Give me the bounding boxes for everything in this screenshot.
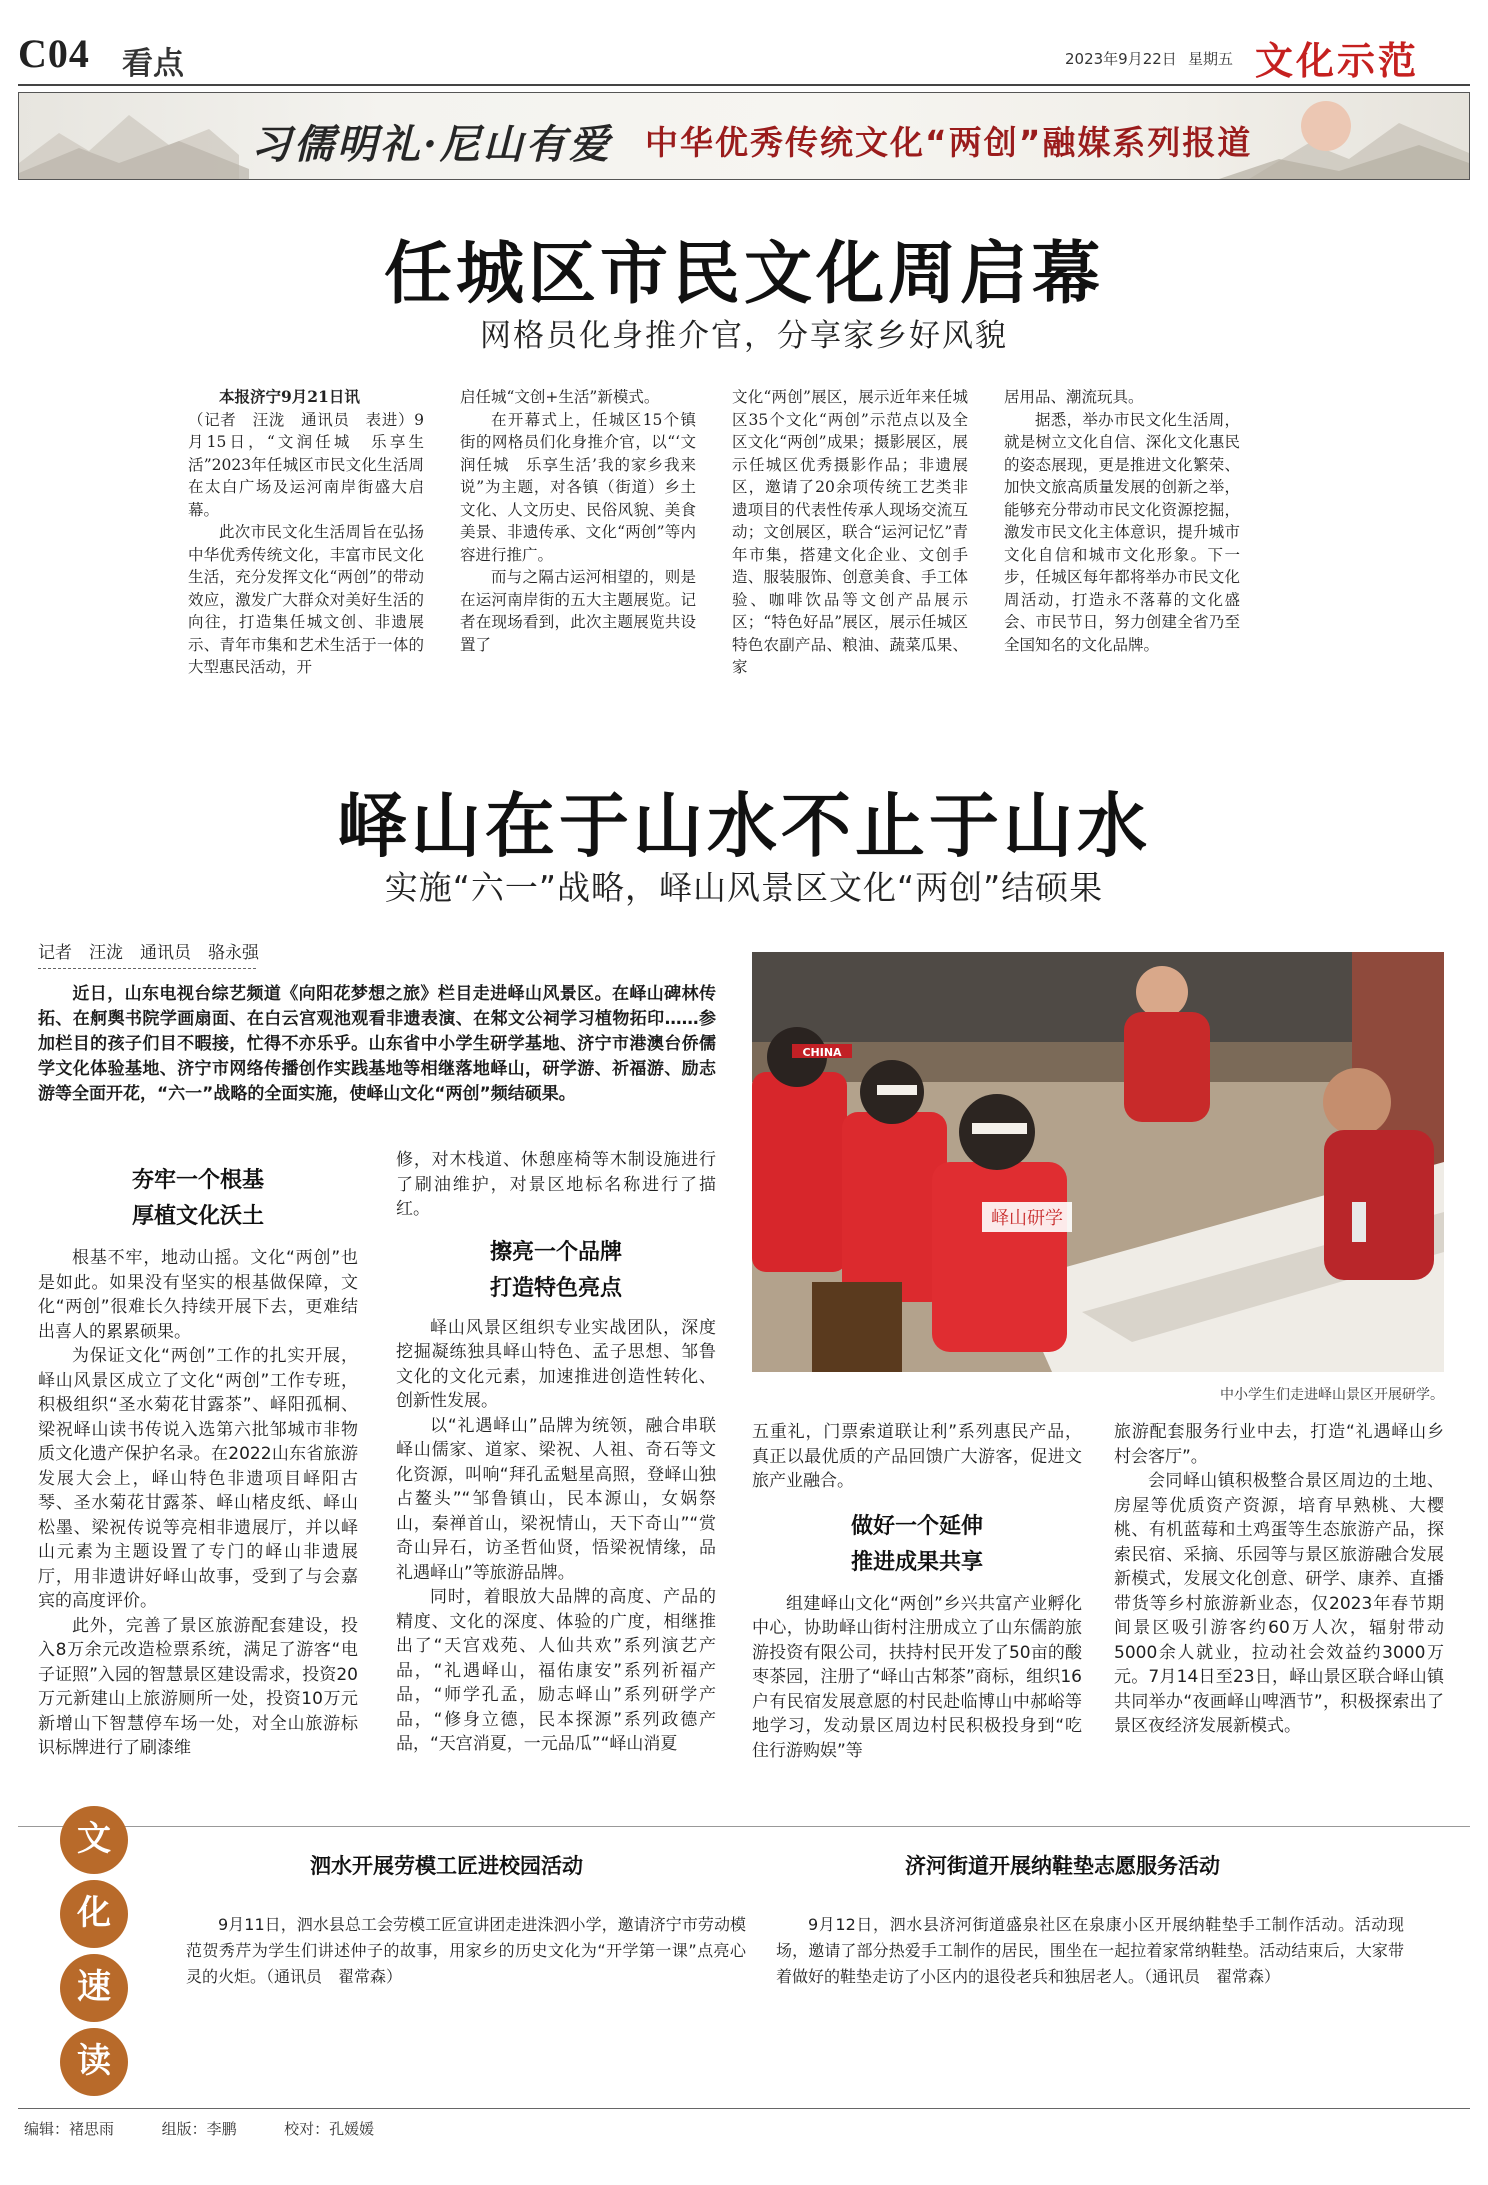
issue-date: 2023年9月22日	[1065, 50, 1177, 68]
article1-paragraph: 在开幕式上，任城区15个镇街的网格员们化身推介官，以“‘文润任城 乐享生活’我的家乡我来说”为主题，对各镇（街道）乡土文化、人文历史、民俗风貌、美食美景、非遗传承、文化“两创”等内容进行推广。	[460, 410, 696, 564]
byline-divider	[38, 968, 256, 969]
footer-credits	[24, 2118, 374, 2139]
article2-paragraph: 修，对木栈道、休憩座椅等木制设施进行了刷油维护，对景区地标名称进行了描红。	[396, 1150, 716, 1219]
article1-paragraph: （记者 汪泷 通讯员 表进）9月15日，“文润任城 乐享生活”2023年任城区市民文化生活周在太白广场及运河南岸街盛大启幕。	[188, 410, 424, 519]
article2-photo	[752, 952, 1444, 1372]
section-heading-1	[38, 1162, 358, 1234]
headband-text: CHINA	[802, 1046, 842, 1059]
briefs-divider	[18, 1826, 1470, 1827]
article2-paragraph: 为保证文化“两创”工作的扎实开展，峄山风景区成立了文化“两创”工作专班，积极组织“圣水菊花甘露茶”、峄阳孤桐、梁祝峄山读书传说入选第六批邹城市非物质文化遗产保护名录。在2022山东省旅游发展大会上，峄山特色非遗项目峄阳古琴、圣水菊花甘露茶、峄山楮皮纸、峄山松墨、梁祝传说等亮相非遗展厅，并以峄山元素为主题设置了专门的峄山非遗展厅，用非遗讲好峄山故事，受到了与会嘉宾的高度评价。	[38, 1346, 358, 1611]
section-heading-line: 厚植文化沃土	[131, 1203, 264, 1229]
article2-paragraph: 根基不牢，地动山摇。文化“两创”也是如此。如果没有坚实的根基做保障，文化“两创”很难长久持续开展下去，更难结出喜人的累累硕果。	[38, 1248, 358, 1342]
sun-icon	[1301, 101, 1351, 151]
article2-column-4	[1114, 1420, 1444, 1739]
masthead: 文化示范	[1255, 39, 1420, 83]
brief-1-paragraph: 9月11日，泗水县总工会劳模工匠宣讲团走进洙泗小学，邀请济宁市劳动模范贺秀芹为学生们讲述仲子的故事，用家乡的历史文化为“开学第一课”点亮心灵的火炬。（通讯员 翟常森）	[186, 1915, 746, 1986]
article2-paragraph: 五重礼，门票索道联让利”系列惠民产品，真正以最优质的产品回馈广大游客，促进文旅产业融合。	[752, 1422, 1082, 1491]
section-heading-line: 推进成果共享	[850, 1548, 983, 1575]
article1-paragraph: 此次市民文化生活周旨在弘扬中华优秀传统文化，丰富市民文化生活，充分发挥文化“两创”的带动效应，激发广大群众对美好生活的向往，打造集任城文创、非遗展示、青年市集和艺术生活于一体的大型惠民活动，开	[188, 523, 424, 676]
article2-lead-text: 近日，山东电视台综艺频道《向阳花梦想之旅》栏目走进峄山风景区。在峄山碑林传拓、在舸舆书院学画扇面、在白云宫观池观看非遗表演、在邾文公祠学习植物拓印……参加栏目的孩子们目不暇接，忙得不亦乐乎。山东省中小学生研学基地、济宁市港澳台侨儒学文化体验基地、济宁市网络传播创作实践基地等相继落地峄山，研学游、祈福游、励志游等全面开花，“六一”战略的全面实施，使峄山文化“两创”频结硕果。	[38, 984, 716, 1104]
photo-caption: 中小学生们走进峄山景区开展研学。	[1220, 1387, 1444, 1403]
section-heading-3	[752, 1508, 1082, 1580]
article1-title: 任城区市民文化周启幕	[383, 234, 1104, 314]
banner-calligraphy: 习儒明礼·尼山有爱	[251, 121, 612, 168]
brief-1-text	[186, 1912, 746, 1990]
article2-title: 峄山在于山水不止于山水	[337, 784, 1151, 867]
article2-lead	[38, 982, 716, 1107]
briefs-badge-char: 读	[60, 2028, 128, 2096]
footer-proofreader: 校对：孔媛媛	[284, 2120, 375, 2138]
page-code: C04	[18, 31, 90, 76]
article1-dateline: 本报济宁9月21日讯	[219, 387, 360, 406]
article2-paragraph: 峄山风景区组织专业实战团队，深度挖掘凝练独具峄山特色、孟子思想、邹鲁文化的文化元素，加速推进创造性转化、创新性发展。	[396, 1317, 716, 1411]
article2-paragraph: 组建峄山文化“两创”乡兴共富产业孵化中心，协助峄山街村注册成立了山东儒韵旅游投资有限公司，扶持村民开发了50亩的酸枣茶园，注册了“峄山古邾茶”商标，组织16户有民宿发展意愿的村民赴临博山中郝峪等地学习，发动景区周边村民积极投身到“吃住行游购娱”等	[752, 1593, 1082, 1761]
article2-subtitle: 实施“六一”战略，峄山风景区文化“两创”结硕果	[384, 868, 1104, 907]
shirt-print-text: 峄山研学	[991, 1208, 1063, 1229]
article2-paragraph: 以“礼遇峄山”品牌为统领，融合串联峄山儒家、道家、梁祝、人祖、奇石等文化资源，叫响“拜孔孟魁星高照，登峄山独占鳌头”“邹鲁镇山，民本源山，女娲祭山，秦禅首山，梁祝情山，天下奇山”“赏奇山异石，访圣哲仙贤，悟梁祝情缘，品礼遇峄山”等旅游品牌。	[396, 1415, 716, 1583]
issue-weekday: 星期五	[1188, 50, 1234, 68]
article2-paragraph: 此外，完善了景区旅游配套建设，投入8万余元改造检票系统，满足了游客“电子证照”入园的智慧景区建设需求，投资20万元新建山上旅游厕所一处，投资10万元新增山下智慧停车场一处，对全山旅游标识标牌进行了刷漆维	[38, 1615, 358, 1758]
article2-column-3	[752, 1420, 1082, 1763]
brief-2-text	[776, 1912, 1404, 1990]
brief-1-title: 泗水开展劳模工匠进校园活动	[310, 1854, 583, 1878]
article2-paragraph: 会同峄山镇积极整合景区周边的土地、房屋等优质资产资源，培育早熟桃、大樱桃、有机蓝莓和土鸡蛋等生态旅游产品，探索民宿、采摘、乐园等与景区旅游融合发展新模式，发展文化创意、研学、康养、直播带货等乡村旅游新业态，仅2023年春节期间景区吸引游客约60万人次，辐射带动5000余人就业，拉动社会效益约3000万元。7月14日至23日，峄山景区联合峄山镇共同举办“夜画峄山啤酒节”，积极探索出了景区夜经济发展新模式。	[1114, 1471, 1444, 1736]
article1-paragraph: 而与之隔古运河相望的，则是在运河南岸街的五大主题展览。记者在现场看到，此次主题展览共设置了	[460, 568, 696, 654]
article2-paragraph: 旅游配套服务行业中去，打造“礼遇峄山乡村会客厅”。	[1114, 1422, 1444, 1467]
article2-column-1	[38, 1162, 358, 1761]
article2-byline: 记者 汪泷 通讯员 骆永强	[38, 943, 259, 963]
series-banner	[18, 92, 1470, 180]
article1-paragraph: 居用品、潮流玩具。	[1004, 388, 1144, 406]
article1-paragraph: 文化“两创”展区，展示近年来任城区35个文化“两创”示范点以及全区文化“两创”成果；摄影展区，展示任城区优秀摄影作品；非遗展区，邀请了20余项传统工艺类非遗项目的代表性传承人现场交流互动；文创展区，联合“运河记忆”青年市集，搭建文化企业、文创手造、服装服饰、创意美食、手工体验、咖啡饮品等文创产品展示区；“特色好品”展区，展示任城区特色农副产品、粮油、蔬菜瓜果、家	[732, 388, 968, 676]
article2-paragraph: 同时，着眼放大品牌的高度、产品的精度、文化的深度、体验的广度，相继推出了“天宫戏苑、人仙共欢”系列演艺产品，“礼遇峄山，福佑康安”系列祈福产品，“师学孔孟，励志峄山”系列研学产品，“修身立德，民本探源”系列政德产品，“天宫消夏，一元品瓜”“峄山消夏	[396, 1587, 716, 1754]
article1-subtitle: 网格员化身推介官，分享家乡好风貌	[480, 318, 1008, 354]
article1-column-3	[732, 386, 968, 679]
footer-layout: 组版：李鹏	[161, 2120, 237, 2138]
students-study-photo-icon	[752, 952, 1444, 1372]
article1-paragraph: 启任城“文创+生活”新模式。	[460, 388, 660, 406]
section-heading-line: 做好一个延伸	[850, 1512, 983, 1539]
header-rule	[18, 84, 1470, 86]
briefs-badge-char: 化	[60, 1880, 128, 1948]
article1-column-1	[188, 386, 424, 679]
article1-column-2	[460, 386, 696, 656]
briefs-badge-char: 速	[60, 1954, 128, 2022]
section-heading-line: 夯牢一个根基	[131, 1167, 264, 1193]
article1-paragraph: 据悉，举办市民文化生活周，就是树立文化自信、深化文化惠民的姿态展现，更是推进文化繁荣、加快文旅高质量发展的创新之举，能够充分带动市民文化资源挖掘，激发市民文化主体意识，提升城市文化自信和城市文化形象。下一步，任城区每年都将举办市民文化周活动，打造永不落幕的文化盛会、市民节日，努力创建全省乃至全国知名的文化品牌。	[1004, 410, 1240, 654]
brief-2-title: 济河街道开展纳鞋垫志愿服务活动	[905, 1854, 1220, 1878]
footer-rule	[18, 2108, 1470, 2109]
section-name: 看点	[122, 46, 184, 82]
section-heading-2	[396, 1234, 716, 1306]
article1-column-4	[1004, 386, 1240, 656]
section-heading-line: 擦亮一个品牌	[489, 1238, 622, 1265]
article2-column-2	[396, 1148, 716, 1757]
banner-subtitle: 中华优秀传统文化“两创”融媒系列报道	[645, 123, 1253, 162]
footer-editor: 编辑：褚思雨	[24, 2120, 115, 2138]
section-heading-line: 打造特色亮点	[489, 1274, 622, 1301]
briefs-badge-char: 文	[60, 1806, 128, 1874]
brief-2-paragraph: 9月12日，泗水县济河街道盛泉社区在泉康小区开展纳鞋垫手工制作活动。活动现场，邀请了部分热爱手工制作的居民，围坐在一起拉着家常纳鞋垫。活动结束后，大家带着做好的鞋垫走访了小区内的退役老兵和独居老人。（通讯员 翟常森）	[776, 1915, 1404, 1986]
